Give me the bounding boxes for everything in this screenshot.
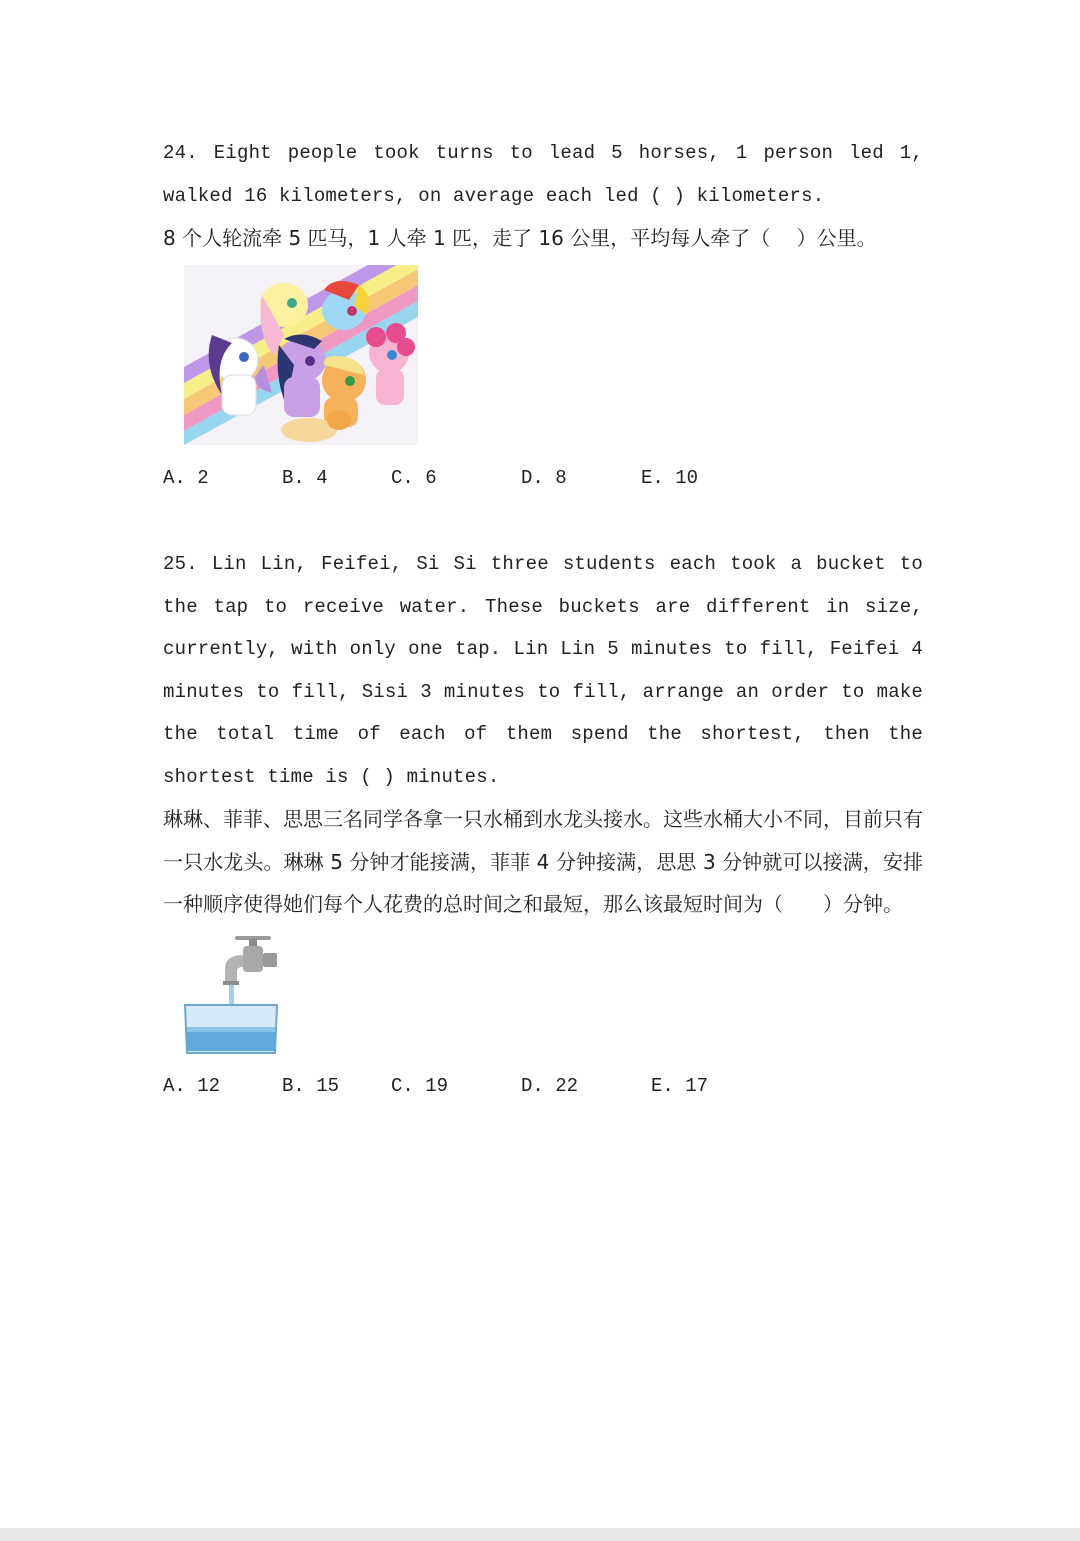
q24-option-a[interactable]: A. 2: [163, 467, 209, 489]
q24-option-b[interactable]: B. 4: [282, 467, 328, 489]
question-25: [163, 543, 923, 926]
question-25-options: [163, 1075, 763, 1105]
pony-illustration: [184, 265, 418, 445]
question-24: [163, 132, 923, 260]
question-24-chinese: 8 个人轮流牵 5 匹马，1 人牵 1 匹，走了 16 公里，平均每人牵了（ ）公里。: [163, 226, 877, 250]
question-25-english: 25. Lin Lin, Feifei, Si Si three students each took a bucket to the tap to receive water. These buckets are different in size, currently, with only one tap. Lin Lin 5 minutes to fill, Feifei 4 minutes to fill, Sisi 3 minutes to fill, arrange an order to make the total time of each of them spend the shortest, then the shortest time is ( ) minutes.: [163, 553, 923, 788]
q24-option-d[interactable]: D. 8: [521, 467, 567, 489]
page-bottom-edge: [0, 1528, 1080, 1541]
tap-water-illustration: [183, 933, 279, 1055]
q25-option-e[interactable]: E. 17: [651, 1075, 709, 1097]
q24-option-c[interactable]: C. 6: [391, 467, 437, 489]
q25-option-c[interactable]: C. 19: [391, 1075, 449, 1097]
question-25-chinese: 琳琳、菲菲、思思三名同学各拿一只水桶到水龙头接水。这些水桶大小不同，目前只有一只水龙头。琳琳 5 分钟才能接满，菲菲 4 分钟接满，思思 3 分钟就可以接满，安排一种顺序使得她们每个人花费的总时间之和最短，那么该最短时间为（ ）分钟。: [163, 807, 923, 916]
q25-option-b[interactable]: B. 15: [282, 1075, 340, 1097]
q24-option-e[interactable]: E. 10: [641, 467, 699, 489]
q25-option-d[interactable]: D. 22: [521, 1075, 579, 1097]
question-24-english: 24. Eight people took turns to lead 5 horses, 1 person led 1, walked 16 kilometers, on average each led ( ) kilometers.: [163, 142, 923, 207]
q25-option-a[interactable]: A. 12: [163, 1075, 221, 1097]
question-24-options: [163, 467, 763, 497]
